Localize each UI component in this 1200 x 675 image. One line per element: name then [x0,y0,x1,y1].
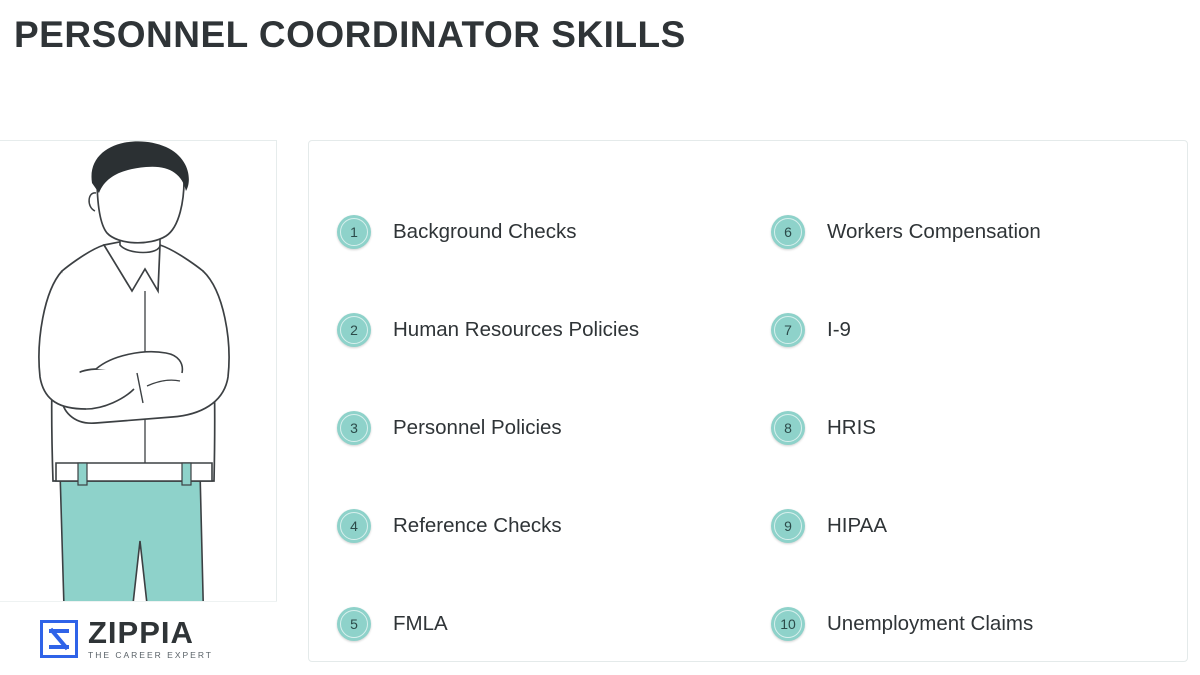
skill-item [771,575,1161,673]
skill-number-badge: 5 [337,607,371,641]
skill-label: Background Checks [393,220,577,243]
skill-label: Human Resources Policies [393,318,640,341]
zippia-logo-tagline: THE CAREER EXPERT [88,650,214,661]
skill-number-badge: 3 [337,411,371,445]
skill-item [771,379,1161,477]
skill-item [337,183,749,281]
skill-number-badge: 6 [771,215,805,249]
skill-label: HRIS [827,416,876,439]
skill-number-badge: 4 [337,509,371,543]
page-title: PERSONNEL COORDINATOR SKILLS [14,14,686,55]
skill-item [337,281,749,379]
skill-label: I-9 [827,318,851,341]
skill-number-badge: 10 [771,607,805,641]
skills-grid [337,183,1161,673]
skills-card [308,140,1188,662]
skills-column-left [337,183,749,673]
skill-number-badge: 7 [771,313,805,347]
skill-item [337,575,749,673]
skill-item [771,183,1161,281]
skill-label: FMLA [393,612,448,635]
skill-number-badge: 9 [771,509,805,543]
zippia-logo-wordmark: ZIPPIA [88,615,194,651]
skill-item [771,281,1161,379]
skill-label: Reference Checks [393,514,562,537]
skill-item [337,477,749,575]
skill-number-badge: 2 [337,313,371,347]
skill-item [337,379,749,477]
skill-label: Workers Compensation [827,220,1041,243]
zippia-logo [0,601,277,675]
skill-number-badge: 1 [337,215,371,249]
illustration-panel [0,140,277,675]
person-crossed-arms-illustration [0,141,277,675]
skills-column-right [749,183,1161,673]
zippia-logo-icon [40,620,78,658]
skill-label: HIPAA [827,514,887,537]
skill-number-badge: 8 [771,411,805,445]
skill-label: Unemployment Claims [827,612,1034,635]
skill-label: Personnel Policies [393,416,562,439]
skill-item [771,477,1161,575]
